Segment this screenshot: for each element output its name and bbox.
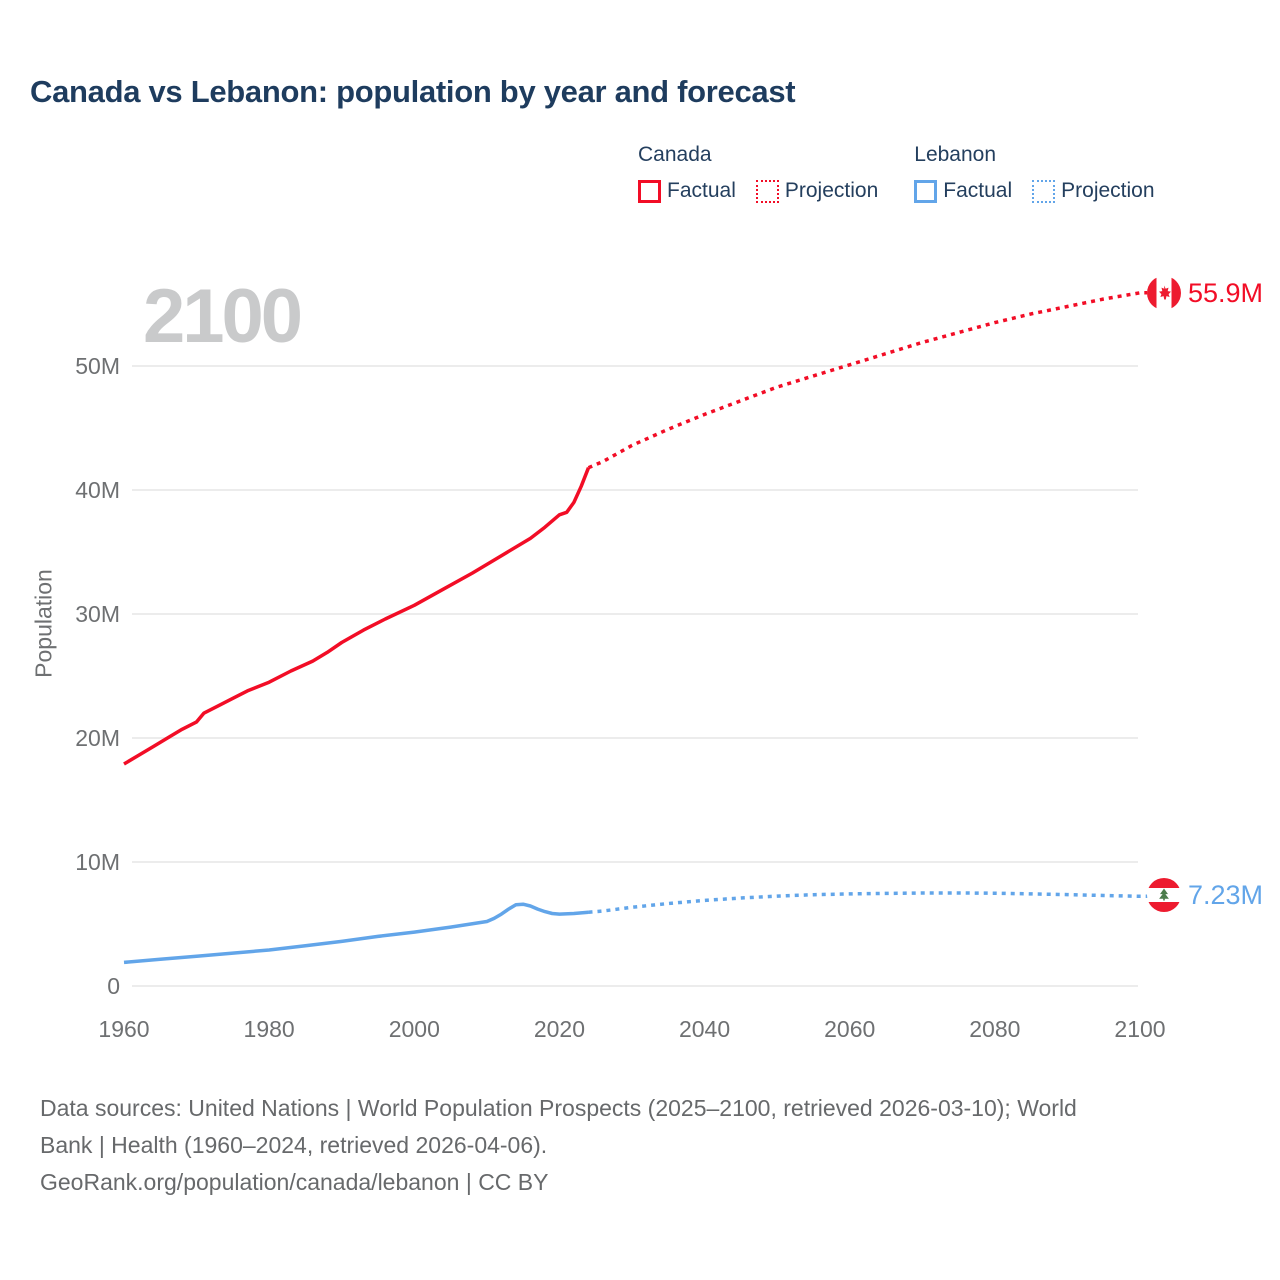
attribution-line: GeoRank.org/population/canada/lebanon | CC BY (40, 1169, 549, 1195)
lebanon-projection-swatch-icon (1032, 180, 1055, 203)
legend-lebanon-factual-label: Factual (943, 179, 1013, 202)
legend-item-lebanon-factual (914, 179, 1012, 203)
footer (40, 1090, 1077, 1201)
y-tick-40M: 40M (75, 477, 120, 503)
canada-flag-icon (1147, 276, 1181, 310)
data-sources-line-1: Data sources: United Nations | World Population Prospects (2025–2100, retrieved 2026-03-10); World (40, 1095, 1077, 1121)
lebanon-projection-line (589, 893, 1149, 912)
legend-lebanon-row (914, 179, 1154, 203)
x-tick-2020: 2020 (533, 1016, 586, 1042)
x-tick-2100: 2100 (1114, 1016, 1166, 1042)
x-tick-2000: 2000 (388, 1016, 440, 1042)
canada-factual-swatch-icon (638, 180, 661, 203)
legend-group-lebanon (914, 143, 1154, 203)
y-axis-title: Population (30, 569, 57, 678)
x-tick-2040: 2040 (678, 1016, 731, 1042)
y-tick-0: 0 (107, 973, 120, 999)
legend-canada-title: Canada (638, 143, 712, 166)
x-tick-1960: 1960 (98, 1016, 150, 1042)
y-tick-20M: 20M (75, 725, 120, 751)
watermark-year: 2100 (143, 274, 301, 359)
canada-projection-line (589, 293, 1149, 468)
lebanon-end-label (1147, 878, 1263, 912)
canada-factual-line (124, 468, 589, 764)
canada-projection-swatch-icon (756, 180, 779, 203)
lebanon-flag-icon (1147, 878, 1181, 912)
data-sources-line-2: Bank | Health (1960–2024, retrieved 2026-04-06). (40, 1132, 548, 1158)
page-title: Canada vs Lebanon: population by year and forecast (30, 74, 796, 109)
x-tick-1980: 1980 (243, 1016, 295, 1042)
y-tick-30M: 30M (75, 601, 120, 627)
legend-lebanon-projection-label: Projection (1061, 179, 1155, 202)
legend-canada-row (638, 179, 878, 203)
lebanon-factual-line (124, 904, 589, 962)
canada-end-label (1147, 276, 1263, 310)
legend (638, 143, 1155, 203)
lebanon-factual-swatch-icon (914, 180, 937, 203)
x-tick-2060: 2060 (824, 1016, 876, 1042)
y-tick-10M: 10M (75, 849, 120, 875)
legend-canada-factual-label: Factual (667, 179, 736, 202)
x-tick-2080: 2080 (969, 1016, 1021, 1042)
legend-lebanon-title: Lebanon (914, 143, 997, 166)
legend-group-canada (638, 143, 878, 203)
y-tick-50M: 50M (75, 353, 120, 379)
canada-end-value: 55.9M (1188, 278, 1264, 308)
legend-canada-projection-label: Projection (784, 179, 879, 202)
legend-item-lebanon-projection (1032, 179, 1154, 203)
legend-item-canada-factual (638, 179, 736, 203)
lebanon-end-value: 7.23M (1188, 880, 1264, 910)
legend-item-canada-projection (756, 179, 878, 203)
